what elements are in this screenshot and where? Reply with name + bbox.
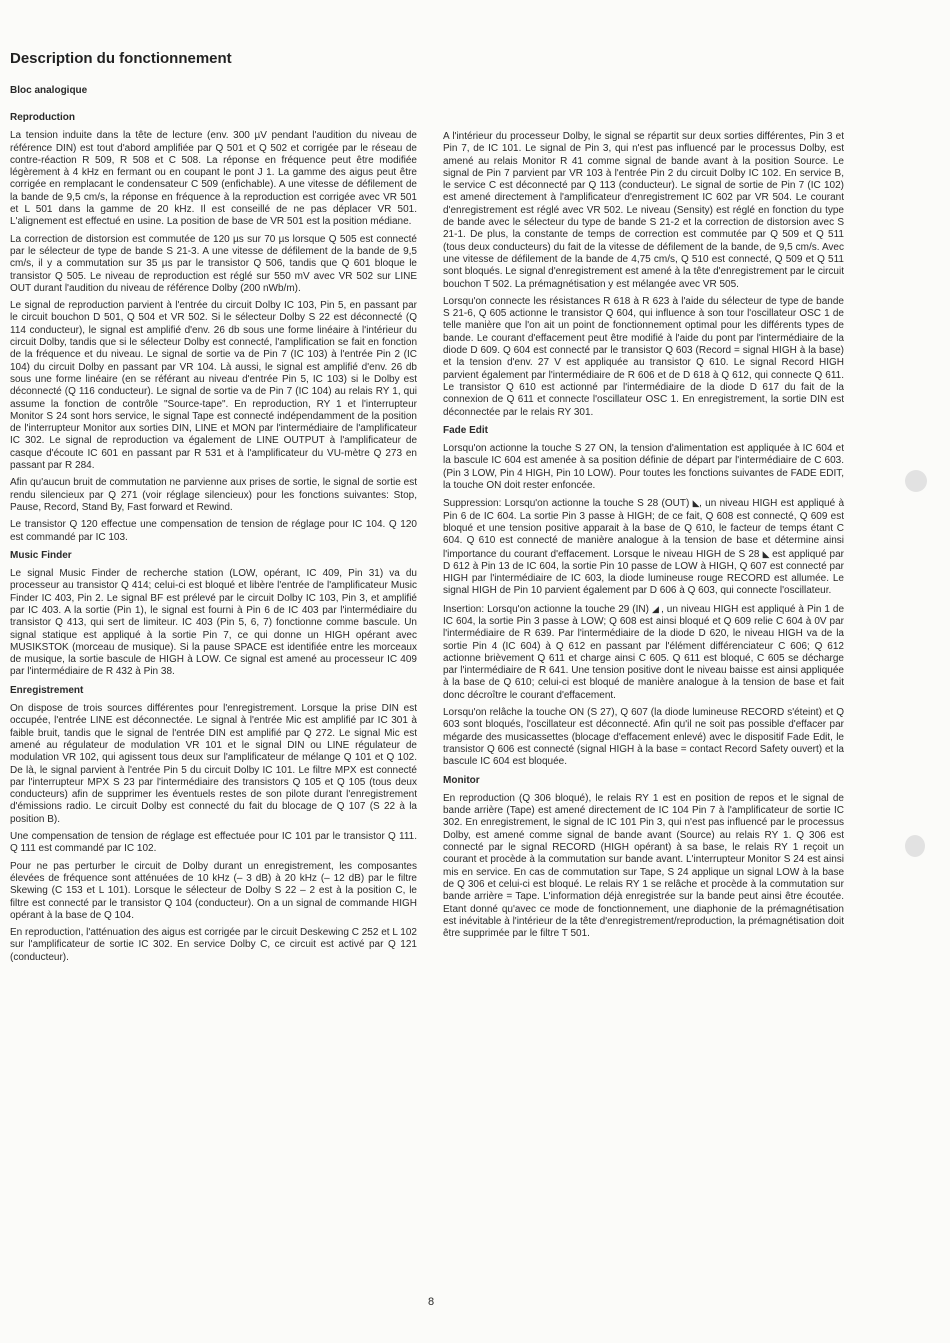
- paragraph: En reproduction (Q 306 bloqué), le relais RY 1 est en position de repos et le signal de bande arrière (Tape) est amené directement de IC 104 Pin 7 à l'amplificateur de sortie IC 302. En enregistrement, le signal de IC 101 Pin 3, qui n'est pas influencé par le processus Dolby, est amené comme signal de bande avant (Source) au relais RY 1. Q 306 est connecté par le signal RECORD (HIGH opérant) à sa base, le relais RY 1 reçoit un courant et procède à la commutation sur bande avant. L'interrupteur Monitor S 24 est ainsi mis en service. En cas de commutation sur Tape, S 24 applique un signal LOW à la base de Q 306 et celui-ci est bloqué. Le relais RY 1 se relâche et procède à la commutation sur bande arrière = Tape. L'information déjà enregistrée sur la bande peut ainsi être écoutée. Etant donné qu'avec ce mode de fonctionnement, une diaphonie de la prémagnétisation est inévitable à l'intérieur de la tête d'enregistrement/reproduction, la prémagnétisation doit être supprimée par le filtre T 501.: [443, 792, 844, 940]
- paragraph: La correction de distorsion est commutée de 120 µs sur 70 µs lorsque Q 505 est connecté par le sélecteur de type de bande S 21-3. A une vitesse de défilement de la bande de 9,5 cm/s, il y a commutation sur 35 µs par le transistor Q 506, tandis que Q 601 bloque le transistor Q 505. Le niveau de reproduction est réglé sur 550 mV avec VR 502 sur LINE OUT durant l'audition du niveau de référence Dolby (200 nWb/m).: [10, 233, 417, 294]
- text: , un niveau HIGH est appliqué à Pin 6 de IC 604. La sortie Pin 3 passe à HIGH; de ce fait, Q 608 est connecté, Q 609 est bloqué et une tension positive apparait à la base de Q 610, le facteur de temps étant C 604. Q 610 est connecté de manière analogue à la tension de base et détermine ainsi l'importance du courant d'effacement. Lorsque le niveau HIGH de S 28: [443, 498, 844, 560]
- paragraph: A l'intérieur du processeur Dolby, le signal se répartit sur deux sorties différentes, Pin 3 et Pin 7, de IC 101. Le signal de Pin 3, qui n'est pas influencé par le processus Dolby, est amené au relais Monitor R 41 comme signal de bande avant à la position Source. Le signal de Pin 7 parvient par VR 103 à l'entrée Pin 2 du circuit Dolby IC 102. En service B, le service C est déconnecté par Q 113 (conducteur). Le signal de sortie de Pin 7 (IC 102) est amené directement à l'amplificateur d'enregistrement IC 602 par VR 504. Le courant d'enregistrement est réglé avec VR 502. Le niveau (Sensity) est réglé en fonction du type de bande avec le sélecteur du type de bande S 21-2 et la correction de distorsion avec S 21-1. De plus, la constante de temps de correction est commutée par Q 509 et Q 511 (tous deux conducteurs) du fait de la vitesse de défilement de la bande, de 9,5 cm/s. Avec une vitesse de défilement de la bande de 4,75 cm/s, Q 510 est connecté, Q 509 et Q 511 sont bloqués. Le signal d'enregistrement est amené à la tête d'enregistrement par le circuit bouchon T 502. La prémagnétisation y est mélangée avec VR 505.: [443, 131, 844, 290]
- paragraph: Lorsqu'on relâche la touche ON (S 27), Q 607 (la diode lumineuse RECORD s'éteint) et Q 603 sont bloqués, l'oscillateur est déconnecté. Afin qu'il ne soit pas possible d'effacer par mégarde des musicassettes (blocage d'effacement enlevé) avec le dispositif Fade Edit, le transistor Q 606 est connecté (signal HIGH à la base = contact Record Safety ouvert) et la bascule IC 604 est bloquée.: [443, 707, 844, 768]
- text: est appliqué par D 612 à Pin 13 de IC 604, la sortie Pin 10 passe de LOW à HIGH, Q 607 est connecté par HIGH par l'intermédiaire de IC 603, la diode lumineuse rouge RECORD est allumée. Le signal HIGH de Pin 10 parvient également par D 606 à Q 603, qui connecte l'oscillateur.: [443, 548, 844, 597]
- paragraph: Lorsqu'on connecte les résistances R 618 à R 623 à l'aide du sélecteur de type de bande S 21-6, Q 605 actionne le transistor Q 604, qui influence à son tour l'oscillateur OSC 1 de telle manière que l'on ait un point de fonctionnement optimal pour les différents types de bande. Le courant d'effacement peut être modifié à l'aide du pont par l'intermédiaire de la diode D 609. Q 604 est connecté par le transistor Q 603 (Record = signal HIGH à la base) et la tension d'env. 27 V est appliquée au transistor Q 610. Le signal Record HIGH parvient également par l'intermédiaire de R 606 et de D 618 à Q 612, qui connecte Q 611. Le transistor Q 610 est actionné par l'intermédiaire de la diode D 617 du fait de la connexion de Q 611 et connecte l'oscillateur OSC 1. En enregistrement, la sortie DIN est déconnectée par le relais RY 301.: [443, 295, 844, 418]
- heading-reproduction: Reproduction: [10, 112, 75, 123]
- arrow-in-icon: ◢: [651, 603, 659, 614]
- paragraph: Le signal de reproduction parvient à l'entrée du circuit Dolby IC 103, Pin 5, en passant par le circuit bouchon D 501, Q 504 et VR 502. Si le sélecteur Dolby S 22 est déconnecté (Q 114 conducteur), le signal est amplifié d'env. 26 db sous une forme linéaire à l'intérieur du circuit Dolby, tandis que si le sélecteur Dolby est connecté, l'amplification se fait en fonction de la fréquence et du niveau. Le signal de sortie va de Pin 7 (IC 103) à l'entrée Pin 2 (IC 104) du circuit Dolby en passant par VR 104. Là aussi, le signal est amplifié d'env. 26 db sous une forme linéaire (en se référant au niveau d'entrée Pin 5, IC 103) si le Dolby est déconnecté (Q 116 conducteur). Le signal de sortie va de Pin 7 (IC 104) au relais RY 1, qui assume la fonction de contrôle "Source-tape". En reproduction, RY 1 et l'interrupteur Monitor S 24 sont hors service, le signal Tape est connecté indépendamment de la position de l'interrupteur Monitor aux sorties DIN, LINE et MON par l'intermédiaire de l'amplificateur IC 302. Le signal de reproduction va également de LINE OUTPUT à l'amplificateur de casque d'écoute IC 601 en passant par R 531 et à l'amplificateur du VU-mètre Q 273 en passant par R 284.: [10, 300, 417, 472]
- text: Insertion: Lorsqu'on actionne la touche 29 (IN): [443, 603, 649, 615]
- left-column: [10, 112, 417, 969]
- page-number: 8: [428, 1296, 435, 1308]
- text: , un niveau HIGH est appliqué à Pin 1 de IC 604, la sortie Pin 3 passe à LOW; Q 608 est ainsi bloqué et Q 609 relie C 604 à 0V par l'intermédiaire de R 639. Par l'intermédiaire de la diode D 620, le niveau HIGH va de la sortie Pin 4 (IC 604) à Q 612 en passant par l'élément différenciateur C 606; Q 612 actionne brièvement Q 611 et charge ainsi C 605. Q 611 est bloqué, C 605 se décharge par l'intermédiaire de R 641. Une tension positive dont le niveau baisse est ainsi appliquée à la base de Q 610; celui-ci est bloqué de manière analogue à la tension de base et fait donc décroître le courant d'effacement.: [443, 603, 845, 701]
- paragraph: Le transistor Q 120 effectue une compensation de tension de réglage pour IC 104. Q 120 est commandé par IC 103.: [10, 519, 417, 543]
- paragraph: Pour ne pas perturber le circuit de Dolby durant un enregistrement, les composantes élevées de fréquence sont atténuées de 10 kHz (– 3 dB) à 20 kHz (– 12 dB) par le filtre Skewing (C 153 et L 101). Lorsque le sélecteur de Dolby S 22 – 2 est à la position C, le filtre est connecté par le transistor Q 104 (conducteur). On a un signal de commande HIGH opérant à la base de Q 104.: [10, 860, 417, 921]
- section-title: Bloc analogique: [10, 85, 88, 96]
- paragraph: Une compensation de tension de réglage est effectuée pour IC 101 par le transistor Q 111. Q 111 est commandé par IC 102.: [10, 831, 417, 855]
- binder-hole-mark: [905, 470, 927, 492]
- paragraph-insertion: [443, 603, 844, 702]
- paragraph: Le signal Music Finder de recherche station (LOW, opérant, IC 409, Pin 31) va du processeur au transistor Q 414; celui-ci est bloqué et libère l'entrée de l'amplificateur Music Finder IC 403, Pin 2. Le signal BF est prélevé par le circuit Dolby IC 103, Pin 3, et amplifié par IC 403. A la sortie (Pin 1), le signal est fourni à Pin 6 de IC 403 par l'intermédiaire du transistor Q 413, qui sert de limiteur. IC 403 (Pin 5, 6, 7) fonctionne comme bascule. Un signal statique est appliqué à la sortie Pin 7, ce qui donne un HIGH opérant avec MUSIKSTOK (morceau de musique). Si la pause SPACE est identifiée entre les morceaux de musique, la sortie bascule de HIGH à LOW. Ce signal est amené au processeur IC 409 par l'intermédiaire de R 432 à Pin 38.: [10, 568, 417, 678]
- right-column: [443, 131, 844, 945]
- paragraph: La tension induite dans la tête de lecture (env. 300 µV pendant l'audition du niveau de référence DIN) est tout d'abord amplifiée par Q 501 et Q 502 et corrigée par le réseau de contre-réaction R 509, R 508 et C 508. La réponse en fréquence peut être modifiée légèrement à 4 kHz en fermant ou en coupant le pont J 1. La gamme des aigus peut être corrigée en remplacant le condensateur C 509 (enfichable). A une vitesse de défilement de la bande de 9,5 cm/s, la réponse en fréquence à la reproduction est corrigée avec VR 501 et L 501 dans la gamme de 20 kHz. Il est conseillé de ne pas déplacer VR 501. L'alignement est effectué en usine. La position de base de VR 501 est la position médiane.: [10, 130, 417, 228]
- paragraph: On dispose de trois sources différentes pour l'enregistrement. Lorsque la prise DIN est occupée, l'entrée LINE est déconnectée. Le signal à l'entrée Mic est amplifié par IC 301 à faible bruit, tandis que le signal de l'entrée DIN est amplifié par Q 272. Le signal Mic est amené au régulateur de modulation VR 101 et le signal DIN ou LINE régulateur de modulation VR 102, qui agissent tous deux sur l'amplificateur de mélange Q 101 et Q 102. De là, le signal parvient à l'entrée Pin 5 du circuit Dolby IC 101. Le filtre MPX est connecté par l'interrupteur MPX S 23 par l'intermédiaire des transistors Q 105 et Q 105 (tous deux conducteurs) afin de supprimer les éventuels restes de son pilote durant l'enregistrement d'émissions radio. Le circuit Dolby est connecté du fait du blocage de Q 107 (S 22 à la position B).: [10, 703, 417, 825]
- heading-music-finder: Music Finder: [10, 549, 72, 561]
- paragraph: En reproduction, l'atténuation des aigus est corrigée par le circuit Deskewing C 252 et L 102 sur l'amplificateur de sortie IC 302. En service Dolby C, ce circuit est activé par Q 121 (conducteur).: [10, 927, 417, 963]
- paragraph: Afin qu'aucun bruit de commutation ne parvienne aux prises de sortie, le signal de sortie est rendu silencieux par Q 271 (voir réglage silencieux) pour les fonctions suivantes: Stop, Pause, Record, Stand By, Fast forward et Rewind.: [10, 477, 417, 513]
- paragraph: Lorsqu'on actionne la touche S 27 ON, la tension d'alimentation est appliquée à IC 604 et la bascule IC 604 est amenée à sa position définie de départ par l'intermédiaire de C 603. (Pin 3 LOW, Pin 4 HIGH, Pin 10 LOW). Pour toutes les fonctions suivantes de FADE EDIT, la touche ON doit rester enfoncée.: [443, 443, 844, 492]
- page-title: Description du fonctionnement: [10, 50, 232, 67]
- arrow-out-icon: ◣: [692, 498, 700, 509]
- heading-fade-edit: Fade Edit: [443, 424, 489, 436]
- binder-hole-mark: [905, 835, 925, 857]
- arrow-out-icon: ◣: [762, 548, 769, 559]
- text: Suppression: Lorsqu'on actionne la touche S 28 (OUT): [443, 498, 690, 510]
- heading-monitor: Monitor: [443, 774, 480, 786]
- heading-enregistrement: Enregistrement: [10, 684, 84, 696]
- paragraph-suppression: [443, 497, 844, 597]
